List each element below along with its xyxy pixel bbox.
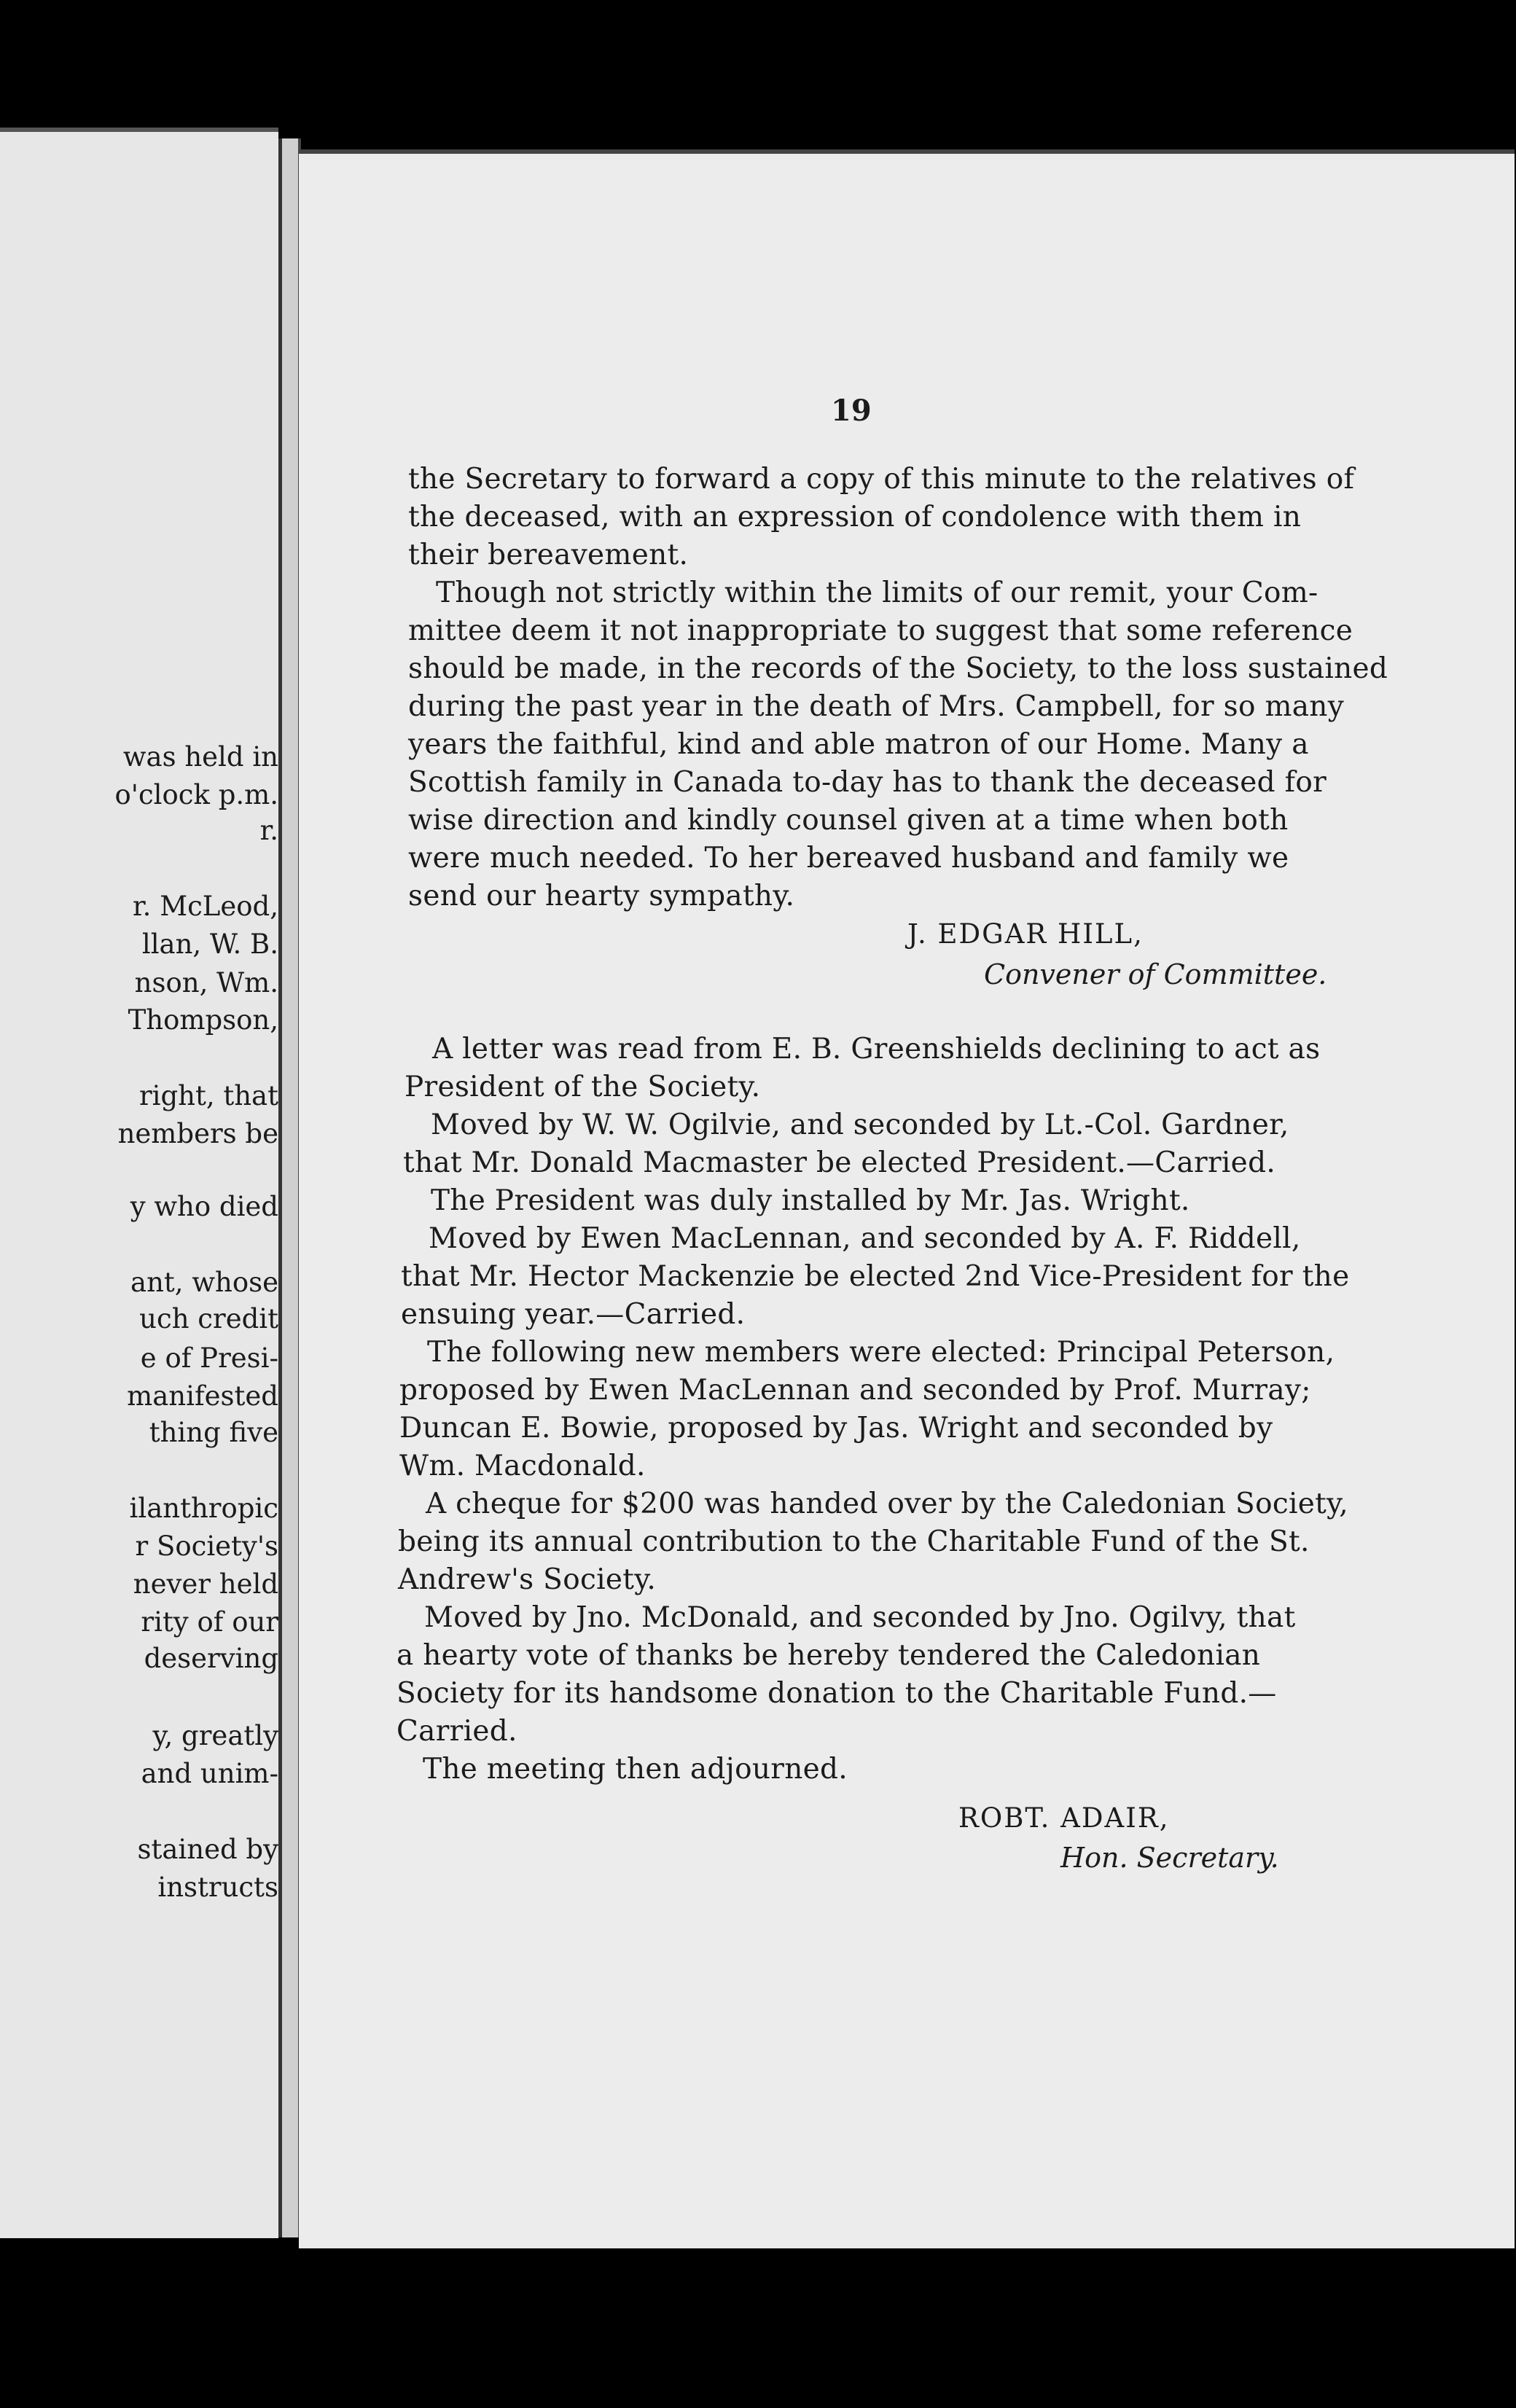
text-line: Carried. <box>396 1715 517 1748</box>
text-line: Andrew's Society. <box>398 1563 657 1596</box>
left-line: instructs <box>157 1872 278 1903</box>
left-line: never held <box>133 1568 278 1600</box>
left-line: o'clock p.m. <box>114 779 278 810</box>
signature-title: Hon. Secretary. <box>1060 1842 1279 1874</box>
left-line: and unim- <box>141 1758 278 1789</box>
text-line: A letter was read from E. B. Greenshields declining to act as <box>432 1033 1321 1066</box>
text-line: were much needed. To her bereaved husband and family we <box>408 842 1289 875</box>
left-line: rity of our <box>141 1606 278 1638</box>
left-line: right, that <box>138 1080 278 1111</box>
text-line: being its annual contribution to the Charitable Fund of the St. <box>398 1525 1310 1558</box>
page-number: 19 <box>831 394 872 428</box>
left-page-fragment <box>0 128 278 2238</box>
text-line: their bereavement. <box>408 539 689 571</box>
text-line: The meeting then adjourned. <box>423 1753 848 1786</box>
book-gutter <box>278 138 301 2237</box>
text-line: Moved by W. W. Ogilvie, and seconded by Lt.-Col. Gardner, <box>431 1109 1289 1141</box>
left-line: llan, W. B. <box>141 929 278 960</box>
left-line: r Society's <box>135 1531 278 1562</box>
text-line: the Secretary to forward a copy of this minute to the relatives of <box>408 463 1355 496</box>
left-line: ilanthropic <box>129 1493 278 1524</box>
left-line: deserving <box>144 1643 278 1674</box>
left-line: y, greatly <box>152 1720 278 1751</box>
text-line: wise direction and kindly counsel given at a time when both <box>408 804 1289 837</box>
text-line: Duncan E. Bowie, proposed by Jas. Wright and seconded by <box>399 1412 1273 1445</box>
text-line: that Mr. Hector Mackenzie be elected 2nd Vice-President for the <box>401 1260 1350 1293</box>
left-page-text <box>0 132 278 2238</box>
left-line: nson, Wm. <box>134 967 278 998</box>
text-line: Wm. Macdonald. <box>399 1450 646 1482</box>
left-line: thing five <box>149 1417 278 1448</box>
left-line: r. <box>259 815 278 846</box>
text-line: The President was duly installed by Mr. Jas. Wright. <box>431 1184 1190 1217</box>
left-line: y who died <box>130 1191 278 1222</box>
text-line: Though not strictly within the limits of our remit, your Com- <box>436 576 1318 609</box>
text-line: during the past year in the death of Mrs. Campbell, for so many <box>408 690 1345 723</box>
text-line: A cheque for $200 was handed over by the Caledonian Society, <box>426 1488 1348 1520</box>
text-line: the deceased, with an expression of condolence with them in <box>408 501 1302 533</box>
text-line: should be made, in the records of the Society, to the loss sustained <box>408 652 1388 685</box>
left-line: r. McLeod, <box>133 891 278 922</box>
text-line: a hearty vote of thanks be hereby tendered the Caledonian <box>396 1639 1261 1672</box>
left-line: manifested <box>127 1380 278 1412</box>
signature-title: Convener of Committee. <box>984 958 1327 990</box>
left-line: was held in <box>122 741 278 773</box>
text-line: Moved by Jno. McDonald, and seconded by Jno. Ogilvy, that <box>424 1601 1296 1634</box>
signature-name: J. EDGAR HILL, <box>907 918 1144 950</box>
text-line: ensuing year.—Carried. <box>401 1298 746 1331</box>
right-page <box>299 149 1515 2248</box>
page-top-edge <box>299 149 1515 154</box>
text-line: send our hearty sympathy. <box>408 880 795 912</box>
text-line: years the faithful, kind and able matron of our Home. Many a <box>408 728 1309 761</box>
left-line: stained by <box>137 1834 278 1865</box>
left-line: uch credit <box>139 1303 278 1334</box>
text-line: Moved by Ewen MacLennan, and seconded by A. F. Riddell, <box>429 1222 1301 1255</box>
left-line: ant, whose <box>130 1267 278 1298</box>
text-line: The following new members were elected: Principal Peterson, <box>427 1336 1335 1369</box>
text-line: that Mr. Donald Macmaster be elected President.—Carried. <box>403 1146 1276 1179</box>
text-line: Scottish family in Canada to-day has to thank the deceased for <box>408 766 1327 799</box>
text-line: Society for its handsome donation to the Charitable Fund.— <box>396 1677 1277 1710</box>
left-line: Thompson, <box>128 1004 278 1036</box>
left-line: e of Presi- <box>140 1342 278 1374</box>
text-line: proposed by Ewen MacLennan and seconded by Prof. Murray; <box>399 1374 1311 1407</box>
text-line: President of the Society. <box>405 1071 761 1103</box>
signature-name: ROBT. ADAIR, <box>958 1802 1170 1834</box>
text-line: mittee deem it not inappropriate to suggest that some reference <box>408 614 1353 647</box>
left-line: nembers be <box>117 1118 278 1149</box>
